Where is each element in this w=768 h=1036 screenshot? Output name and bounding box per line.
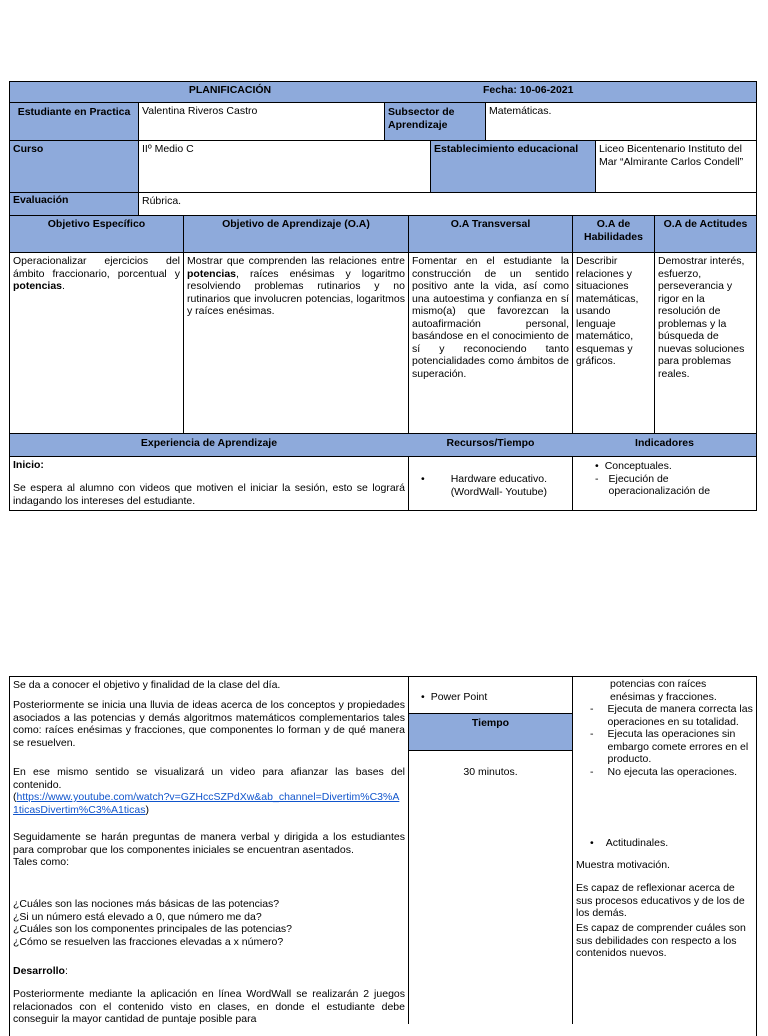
question-3: ¿Cuáles son los componentes principales de las potencias? bbox=[13, 923, 292, 935]
question-2: ¿Si un número está elevado a 0, que número me da? bbox=[13, 910, 262, 923]
course-label: Curso bbox=[10, 141, 138, 192]
col-oa-habilidades: O.A de Habilidades bbox=[584, 218, 643, 243]
tiempo-value: 30 minutos. bbox=[463, 766, 518, 778]
col-oa-transversal: O.A Transversal bbox=[450, 218, 531, 230]
school-value: Liceo Bicentenario Instituto del Mar “Almirante Carlos Condell” bbox=[599, 143, 744, 168]
subsector-value: Matemáticas. bbox=[489, 105, 552, 117]
actitudinales-list: • Actitudinales. bbox=[590, 837, 669, 849]
col-oa-actitudes: O.A de Actitudes bbox=[663, 218, 748, 230]
p-preguntas: Seguidamente se harán preguntas de manera verbal y dirigida a los estudiantes para comprobar que los componentes iniciales se encuentran asentados. Tales como: bbox=[13, 831, 405, 868]
school-label: Establecimiento educacional bbox=[431, 141, 595, 192]
col-indicadores: Indicadores bbox=[635, 437, 694, 449]
col-objetivo-aprendizaje: Objetivo de Aprendizaje (O.A) bbox=[222, 218, 370, 230]
questions-list bbox=[10, 897, 408, 949]
p-video: En ese mismo sentido se visualizará un video para afianzar las bases del contenido. (https://www.youtube.com/watch?v=GZHccSZPdXw&ab_channel=Divertim%C3%A1ticasDivertim%C3%A1ticas) bbox=[13, 766, 405, 816]
act-1: Muestra motivación. bbox=[576, 859, 670, 871]
recurso-hardware: • Hardware educativo. (WordWall- Youtube) bbox=[421, 473, 547, 498]
subsector-label: Subsector de Aprendizaje bbox=[385, 103, 485, 140]
col-objetivo-especifico: Objetivo Específico bbox=[47, 218, 146, 230]
course-value: IIº Medio C bbox=[142, 143, 194, 155]
date-label: Fecha: 10-06-2021 bbox=[483, 84, 574, 96]
objetivo-especifico-text: Operacionalizar ejercicios del ámbito fraccionario, porcentual y potencias. bbox=[13, 255, 180, 292]
evaluation-label: Evaluación bbox=[10, 193, 138, 215]
p-objetivo-clase: Se da a conocer el objetivo y finalidad de la clase del día. bbox=[13, 679, 281, 691]
p-wordwall: Posteriormente mediante la aplicación en línea WordWall se realizarán 2 juegos relacionados con el contenido visto en clases, en donde el estudiante debe conseguir la mayor cantidad de puntaje posible para bbox=[13, 988, 405, 1024]
evaluation-value: Rúbrica. bbox=[142, 195, 182, 207]
oa-transversal-text: Fomentar en el estudiante la construcción de un sentido positivo ante la vida, así como una autoestima y confianza en sí mismo(a) que favorezcan la autoafirmación personal, basándose en el conocimiento de sí y reconociendo tanto potencialidades como ámbitos de superación. bbox=[412, 255, 569, 380]
desarrollo-heading: Desarrollo: bbox=[13, 965, 68, 977]
tiempo-header: Tiempo bbox=[409, 714, 572, 750]
page-title: PLANIFICACIÓN bbox=[188, 84, 272, 96]
student-label: Estudiante en Practica bbox=[10, 103, 138, 140]
question-4: ¿Cómo se resuelven las fracciones elevadas a x número? bbox=[13, 935, 284, 948]
video-link[interactable]: https://www.youtube.com/watch?v=GZHccSZPdXw&ab_channel=Divertim%C3%A1ticasDivertim%C3%A1ticas bbox=[13, 791, 400, 816]
indicadores-cont: potencias con raíces enésimas y fracciones. - Ejecuta de manera correcta las operaciones en su totalidad. - Ejecuta las operaciones sin embargo comete errores en el producto. - No ejecuta las operaciones. bbox=[590, 678, 753, 778]
question-1: ¿Cuáles son las nociones más básicas de las potencias? bbox=[13, 898, 280, 910]
student-value: Valentina Riveros Castro bbox=[142, 105, 258, 117]
recurso-powerpoint: • Power Point bbox=[421, 691, 488, 703]
act-3: Es capaz de comprender cuáles son sus debilidades con respecto a los contenidos nuevos. bbox=[576, 922, 746, 959]
p-lluvia-ideas: Posteriormente se inicia una lluvia de ideas acerca de los conceptos y propiedades asociados a las potencias y demás algoritmos matemáticos complementarios tales como: raíces enésimas y fracciones, que componentes lo forman y de qué manera se resuelven. bbox=[13, 699, 405, 749]
inicio-label: Inicio: bbox=[13, 459, 44, 471]
objetivo-aprendizaje-text: Mostrar que comprenden las relaciones entre potencias, raíces enésimas y logaritmo resolviendo problemas rutinarios y no rutinarios que involucren potencias, logaritmos y raíces enésimas. bbox=[187, 255, 405, 317]
col-recursos-tiempo: Recursos/Tiempo bbox=[446, 437, 535, 449]
oa-actitudes-text: Demostrar interés, esfuerzo, perseverancia y rigor en la resolución de problemas y la búsqueda de nuevas soluciones para problemas reales. bbox=[658, 255, 745, 380]
inicio-text: Se espera al alumno con videos que motiven el iniciar la sesión, esto se logrará indagando los intereses del estudiante. bbox=[13, 482, 405, 507]
act-2: Es capaz de reflexionar acerca de sus procesos educativos y de los de los demás. bbox=[576, 882, 745, 919]
indicadores-list: • Conceptuales. - Ejecución de operacionalización de bbox=[595, 460, 711, 497]
col-experiencia: Experiencia de Aprendizaje bbox=[140, 437, 278, 449]
oa-habilidades-text: Describir relaciones y situaciones matemáticas, usando lenguaje matemático, esquemas y gráficos. bbox=[576, 255, 639, 367]
